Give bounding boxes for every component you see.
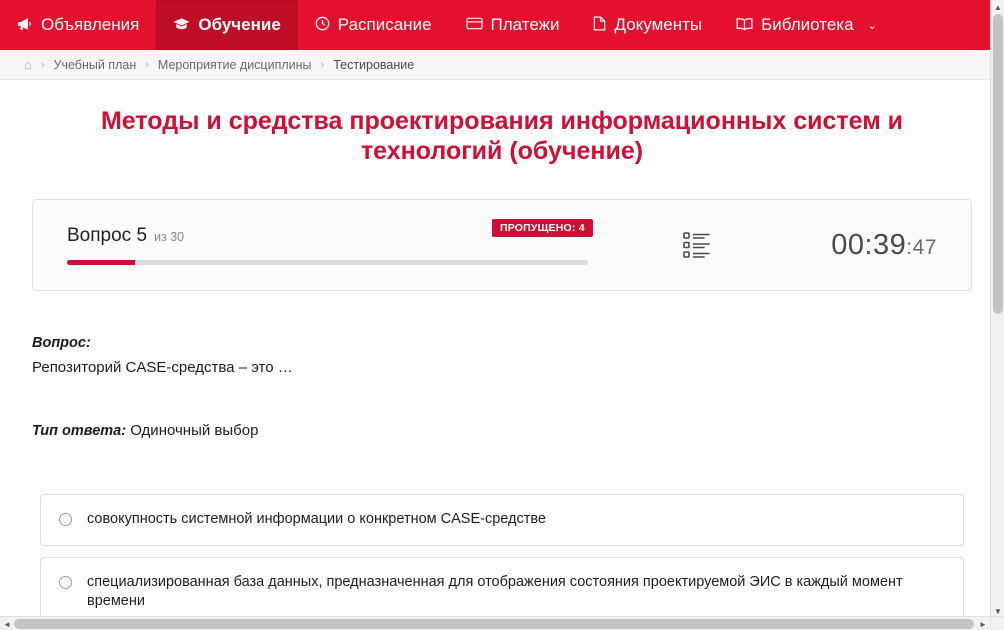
question-list-icon[interactable] bbox=[683, 230, 717, 260]
nav-item-announcements[interactable] bbox=[0, 0, 156, 50]
page-title: Методы и средства проектирования информационных систем и технологий (обучение) bbox=[100, 107, 904, 165]
breadcrumb-separator: › bbox=[145, 58, 149, 71]
answer-type-label: Тип ответа: bbox=[32, 423, 127, 439]
megaphone-icon bbox=[17, 17, 33, 34]
nav-item-documents[interactable] bbox=[576, 0, 719, 50]
question-total: из 30 bbox=[154, 230, 185, 244]
nav-label: Расписание bbox=[337, 15, 432, 34]
horizontal-scrollbar[interactable] bbox=[0, 616, 1004, 630]
question-section bbox=[32, 335, 972, 439]
page-content bbox=[0, 106, 1004, 628]
nav-item-payments[interactable] bbox=[449, 0, 577, 50]
question-number: Вопрос 5 bbox=[67, 225, 148, 246]
answer-option-label: специализированная база данных, предназначенная для отображения состояния проектируемой ЭИС в каждый момент времени bbox=[87, 573, 903, 610]
breadcrumb bbox=[0, 50, 1004, 80]
nav-item-library[interactable] bbox=[719, 0, 894, 50]
card-icon bbox=[466, 17, 483, 33]
vertical-scrollbar-thumb[interactable] bbox=[993, 14, 1003, 314]
progress-bar-fill bbox=[67, 260, 135, 265]
answer-option-label: совокупность системной информации о конкретном CASE-средстве bbox=[87, 511, 546, 527]
breadcrumb-separator: › bbox=[40, 58, 45, 71]
vertical-scrollbar[interactable] bbox=[990, 0, 1004, 618]
clock-icon bbox=[315, 16, 330, 34]
main-navigation bbox=[0, 0, 1004, 50]
scroll-right-icon[interactable]: ► bbox=[979, 619, 987, 629]
breadcrumb-item-discipline-event[interactable]: Мероприятие дисциплины bbox=[157, 57, 312, 72]
nav-label: Объявления bbox=[41, 15, 140, 34]
nav-label: Документы bbox=[614, 15, 703, 34]
nav-item-education[interactable] bbox=[156, 0, 297, 50]
question-progress-block bbox=[67, 222, 597, 265]
answer-options bbox=[40, 494, 964, 628]
chevron-down-icon[interactable]: ⌄ bbox=[867, 19, 877, 32]
home-icon[interactable]: ⌂ bbox=[24, 57, 32, 72]
question-status-panel bbox=[32, 199, 972, 291]
timer bbox=[831, 229, 937, 262]
answer-type-row bbox=[32, 422, 972, 439]
scroll-left-icon[interactable]: ◄ bbox=[3, 619, 11, 629]
answer-option[interactable] bbox=[40, 494, 964, 546]
timer-main: 00:39 bbox=[831, 228, 907, 261]
nav-label: Обучение bbox=[198, 15, 281, 34]
breadcrumb-separator: › bbox=[320, 58, 325, 71]
status-badge-skipped: ПРОПУЩЕНО: 4 bbox=[492, 219, 593, 237]
scroll-up-icon[interactable]: ▲ bbox=[994, 2, 1002, 12]
scroll-down-icon[interactable]: ▼ bbox=[994, 606, 1002, 616]
book-icon bbox=[736, 17, 753, 34]
scrollbar-corner bbox=[990, 616, 1004, 630]
breadcrumb-item-testing: Тестирование bbox=[333, 57, 415, 72]
nav-label: Платежи bbox=[490, 15, 560, 34]
nav-item-schedule[interactable] bbox=[298, 0, 449, 50]
nav-label: Библиотека bbox=[761, 15, 854, 34]
graduation-cap-icon bbox=[173, 17, 190, 34]
question-prompt-label: Вопрос: bbox=[32, 335, 91, 351]
horizontal-scrollbar-thumb[interactable] bbox=[14, 619, 974, 629]
document-icon bbox=[593, 16, 606, 34]
question-prompt-text: Репозиторий CASE-средства – это … bbox=[32, 359, 293, 376]
progress-bar bbox=[67, 260, 588, 265]
timer-seconds: :47 bbox=[906, 235, 937, 259]
radio-button[interactable] bbox=[59, 513, 72, 526]
radio-button[interactable] bbox=[59, 576, 72, 589]
breadcrumb-item-study-plan[interactable]: Учебный план bbox=[53, 57, 137, 72]
answer-type-value: Одиночный выбор bbox=[130, 422, 259, 439]
